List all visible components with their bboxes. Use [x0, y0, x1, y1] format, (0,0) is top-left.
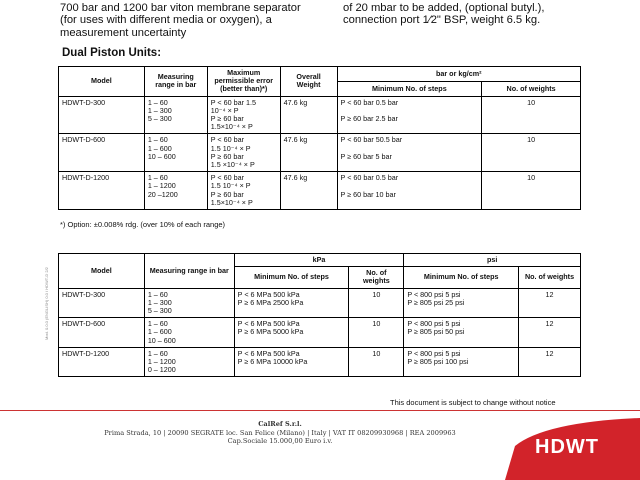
table-row: [59, 96, 581, 134]
change-notice: This document is subject to change without notice: [390, 398, 556, 407]
section-title: Dual Piston Units:: [62, 47, 162, 59]
cell-range: 1 – 60 1 – 1200 20 –1200: [144, 172, 207, 210]
table-row: [59, 288, 581, 318]
header-unit-group: bar or kg/cm²: [337, 67, 580, 82]
cell-range: 1 – 60 1 – 600 10 – 600: [144, 318, 234, 348]
cell-kpa-weights: 10: [349, 318, 404, 348]
header-psi-steps: Minimum No. of steps: [404, 267, 519, 288]
cell-model: HDWT-D-300: [59, 288, 145, 318]
header-kpa-weights: No. of weights: [349, 267, 404, 288]
header-weights: No. of weights: [482, 81, 581, 96]
document-code: Mod. 0.0.0 (ENGLISH) 0.0 / HDWT-D 2/2: [44, 267, 49, 340]
header-range: Measuring range in bar: [144, 67, 207, 97]
header-kpa: kPa: [234, 254, 404, 267]
intro-text-right: of 20 mbar to be added, (optional butyl.), connection port 1⁄2" BSP, weight 6.5 kg.: [343, 2, 545, 27]
cell-kpa-steps: P < 6 MPa 500 kPa P ≥ 6 MPa 2500 kPa: [234, 288, 349, 318]
table-row: [59, 172, 581, 210]
bar-units-table: [58, 66, 581, 210]
cell-range: 1 – 60 1 – 1200 0 – 1200: [144, 347, 234, 377]
table-header-row: [59, 254, 581, 267]
header-psi-weights: No. of weights: [519, 267, 581, 288]
cell-kpa-steps: P < 6 MPa 500 kPa P ≥ 6 MPa 10000 kPa: [234, 347, 349, 377]
cell-model: HDWT-D-300: [59, 96, 145, 134]
cell-psi-weights: 12: [519, 318, 581, 348]
cell-steps: P < 60 bar 0.5 bar P ≥ 60 bar 10 bar: [337, 172, 482, 210]
cell-error: P < 60 bar 1.5 10⁻⁴ × P P ≥ 60 bar 1.5×10⁻⁴ × P: [207, 172, 280, 210]
header-model: Model: [59, 67, 145, 97]
logo-text: HDWT: [535, 436, 599, 458]
cell-weight: 47.6 kg: [280, 134, 337, 172]
table-row: [59, 347, 581, 377]
cell-weight: 47.6 kg: [280, 172, 337, 210]
cell-psi-weights: 12: [519, 347, 581, 377]
intro-text-left: 700 bar and 1200 bar viton membrane separator (for uses with different media or oxygen), a measurement uncertainty: [60, 2, 301, 39]
company-name: CalRef S.r.l.: [258, 420, 302, 428]
header-weight: Overall Weight: [280, 67, 337, 97]
header-kpa-steps: Minimum No. of steps: [234, 267, 349, 288]
table-header-row: [59, 67, 581, 82]
cell-model: HDWT-D-600: [59, 318, 145, 348]
cell-model: HDWT-D-1200: [59, 172, 145, 210]
cell-psi-steps: P < 800 psi 5 psi P ≥ 805 psi 25 psi: [404, 288, 519, 318]
header-model: Model: [59, 254, 145, 289]
cell-kpa-weights: 10: [349, 347, 404, 377]
company-capital: Cap.Sociale 15.000,00 Euro i.v.: [227, 437, 333, 445]
header-psi: psi: [404, 254, 581, 267]
company-footer: [80, 420, 480, 446]
cell-error: P < 60 bar 1.5 10⁻⁴ × P P ≥ 60 bar 1.5×10⁻⁴ × P: [207, 96, 280, 134]
footer-divider: [0, 410, 640, 411]
cell-weights: 10: [482, 134, 581, 172]
hdwt-logo: [505, 418, 640, 480]
cell-psi-weights: 12: [519, 288, 581, 318]
cell-error: P < 60 bar 1.5 10⁻⁴ × P P ≥ 60 bar 1.5 ×10⁻⁴ × P: [207, 134, 280, 172]
cell-model: HDWT-D-1200: [59, 347, 145, 377]
cell-range: 1 – 60 1 – 600 10 – 600: [144, 134, 207, 172]
cell-psi-steps: P < 800 psi 5 psi P ≥ 805 psi 100 psi: [404, 347, 519, 377]
cell-range: 1 – 60 1 – 300 5 – 300: [144, 288, 234, 318]
table-row: [59, 318, 581, 348]
header-min-steps: Minimum No. of steps: [337, 81, 482, 96]
footnote: *) Option: ±0.008% rdg. (over 10% of each range): [60, 220, 226, 229]
table-row: [59, 134, 581, 172]
cell-model: HDWT-D-600: [59, 134, 145, 172]
cell-kpa-steps: P < 6 MPa 500 kPa P ≥ 6 MPa 5000 kPa: [234, 318, 349, 348]
cell-weights: 10: [482, 96, 581, 134]
cell-weights: 10: [482, 172, 581, 210]
company-address: Prima Strada, 10 | 20090 SEGRATE loc. San Felice (Milano) | Italy | VAT IT 08209930968 | REA 2009963: [104, 428, 456, 437]
cell-psi-steps: P < 800 psi 5 psi P ≥ 805 psi 50 psi: [404, 318, 519, 348]
kpa-psi-table: [58, 253, 581, 377]
cell-kpa-weights: 10: [349, 288, 404, 318]
header-error: Maximum permissible error (better than)*): [207, 67, 280, 97]
cell-weight: 47.6 kg: [280, 96, 337, 134]
cell-range: 1 – 60 1 – 300 5 – 300: [144, 96, 207, 134]
cell-steps: P < 60 bar 0.5 bar P ≥ 60 bar 2.5 bar: [337, 96, 482, 134]
cell-steps: P < 60 bar 50.5 bar P ≥ 60 bar 5 bar: [337, 134, 482, 172]
header-range: Measuring range in bar: [144, 254, 234, 289]
